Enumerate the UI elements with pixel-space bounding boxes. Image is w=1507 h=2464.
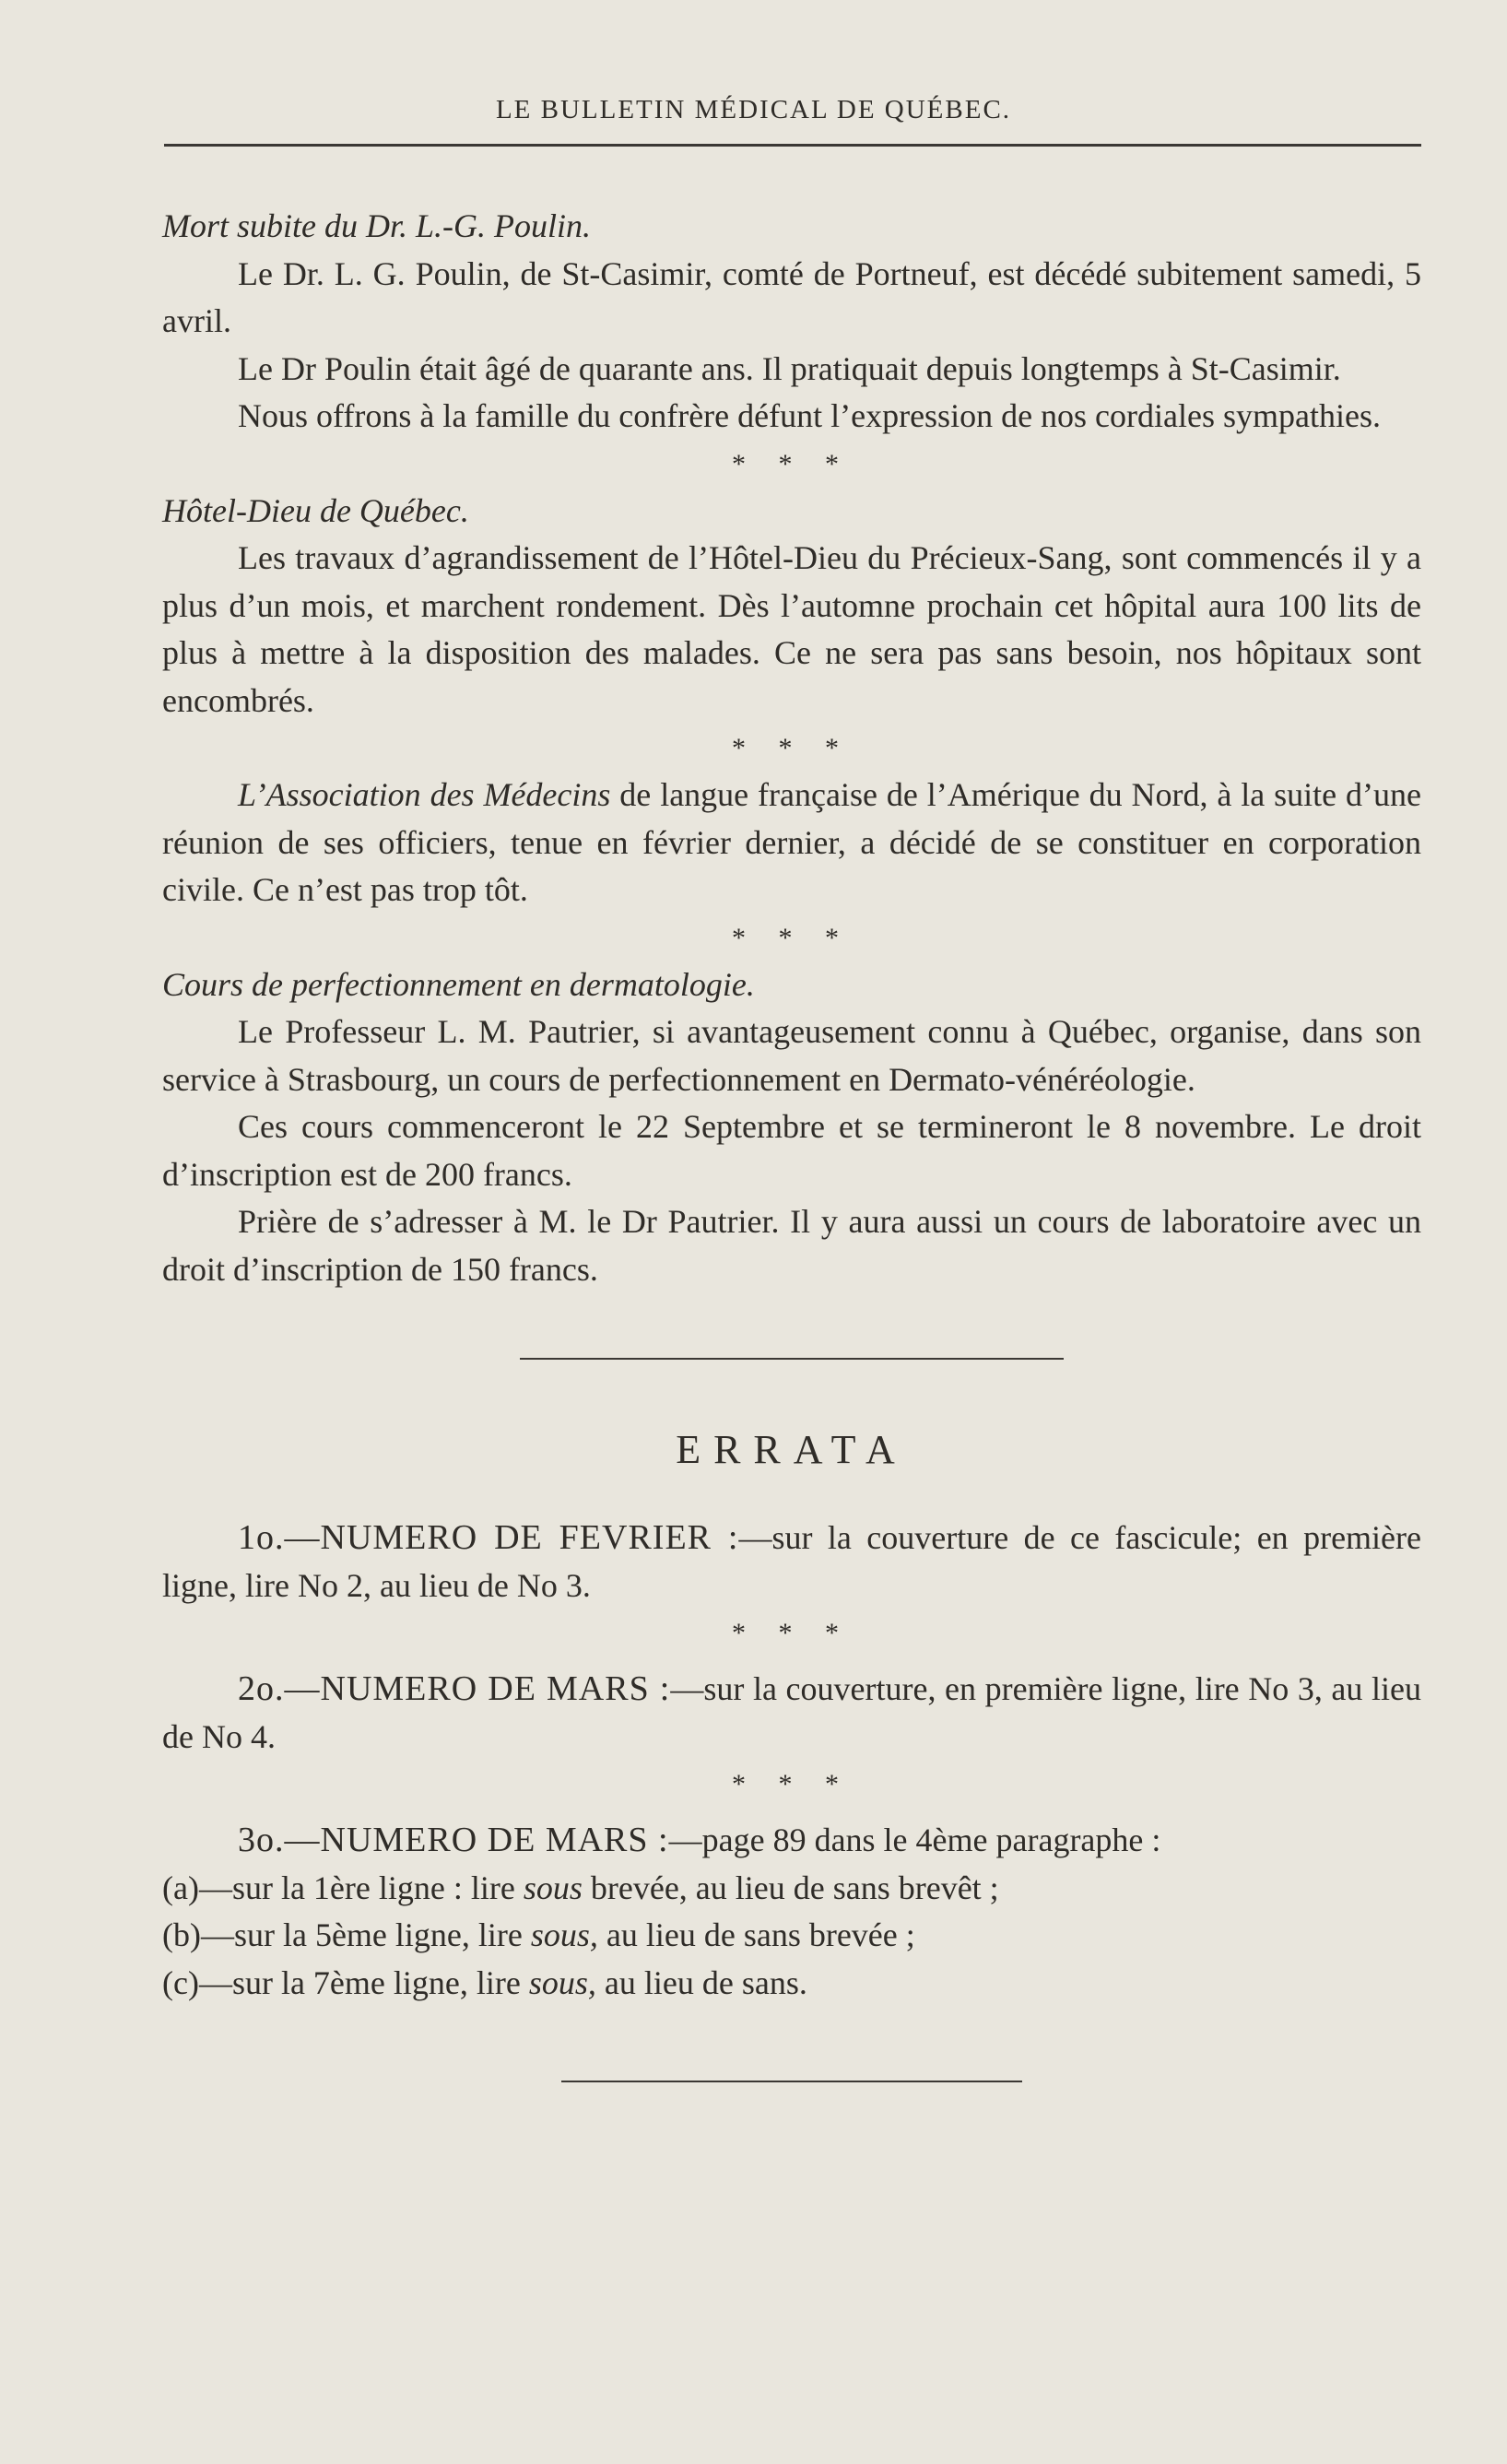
article-paragraph: Prière de s’adresser à M. le Dr Pautrier. Il y aura aussi un cours de laboratoire avec un droit d’inscription de 150 francs. [162,1203,1421,1288]
errata-item [162,1666,1421,1761]
errata-subitem-italic: sous [523,1869,583,1906]
errata-item-text: —sur la couverture de ce fascicule; en première ligne, lire No 2, au lieu de No 3. [162,1519,1421,1604]
article-paragraph: Ces cours commenceront le 22 Septembre et se termineront le 8 novembre. Le droit d’inscription est de 200 francs. [162,1108,1421,1193]
errata-subitem [162,1960,1421,2008]
errata-item-label: 2o.—NUMERO DE MARS : [238,1669,671,1708]
errata-item [162,1515,1421,1609]
errata-subitem-prefix: (a)—sur la 1ère ligne : lire [162,1869,524,1906]
errata-subitem [162,1912,1421,1960]
page-content [162,203,1421,2082]
running-head: LE BULLETIN MÉDICAL DE QUÉBEC. [495,95,1012,124]
article-title-dermatologie: Cours de perfectionnement en dermatologie. [162,965,755,1003]
errata-item-text: —page 89 dans le 4ème paragraphe : [668,1821,1161,1858]
section-separator: * * * [732,922,852,953]
errata-item [162,1817,1421,1865]
errata-item-label: 1o.—NUMERO DE FEVRIER : [238,1518,739,1557]
article-title-hotel-dieu: Hôtel-Dieu de Québec. [162,491,469,529]
errata-subitem-suffix: brevée, au lieu de sans brevêt ; [582,1869,999,1906]
section-separator: * * * [732,733,852,763]
article-paragraph-association [162,772,1421,914]
article-paragraph: Nous offrons à la famille du confrère défunt l’expression de nos cordiales sympathies. [238,397,1381,434]
article-paragraph: Le Dr. L. G. Poulin, de St-Casimir, comté de Portneuf, est décédé subitement samedi, 5 avril. [162,254,1421,339]
errata-subitem [162,1865,1421,1913]
errata-item-label: 3o.—NUMERO DE MARS : [238,1821,669,1859]
errata-heading: ERRATA [676,1427,908,1472]
errata-subitem-suffix: au lieu de sans brevée ; [597,1916,915,1953]
article-paragraph: Le Professeur L. M. Pautrier, si avantageusement connu à Québec, organise, dans son service à Strasbourg, un cours de perfectionnement en Dermato-vénéréologie. [162,1013,1421,1098]
association-text: de langue française de l’Amérique du Nord, à la suite d’une réunion de ses officiers, tenue en février dernier, a décidé de se constituer en corporation civile. Ce n’est pas trop tôt. [162,776,1421,908]
end-rule [561,2081,1022,2082]
section-separator: * * * [732,448,852,479]
errata-subitem-italic: sous, [528,1963,596,2001]
article-title-poulin: Mort subite du Dr. L.-G. Poulin. [162,207,592,244]
article-paragraph: Le Dr Poulin était âgé de quarante ans. Il pratiquait depuis longtemps à St-Casimir. [238,349,1341,387]
errata-subitem-prefix: (c)—sur la 7ème ligne, lire [162,1963,529,2001]
errata-subitem-italic: sous, [530,1916,598,1953]
association-name: L’Association des Médecins [238,776,611,813]
article-paragraph: Les travaux d’agrandissement de l’Hôtel-Dieu du Précieux-Sang, sont commencés il y a plus d’un mois, et marchent rondement. Dès l’automne prochain cet hôpital aura 100 lits de plus à mettre à la disposition des malades. Ce ne sera pas sans besoin, nos hôpitaux sont encombrés. [162,539,1421,719]
errata-item-text: —sur la couverture, en première ligne, lire No 3, au lieu de No 4. [162,1670,1421,1755]
errata-subitem-suffix: au lieu de sans. [595,1963,807,2001]
header-rule [164,144,1421,147]
section-separator: * * * [732,1769,852,1799]
section-separator: * * * [732,1618,852,1648]
errata-subitem-prefix: (b)—sur la 5ème ligne, lire [162,1916,531,1953]
